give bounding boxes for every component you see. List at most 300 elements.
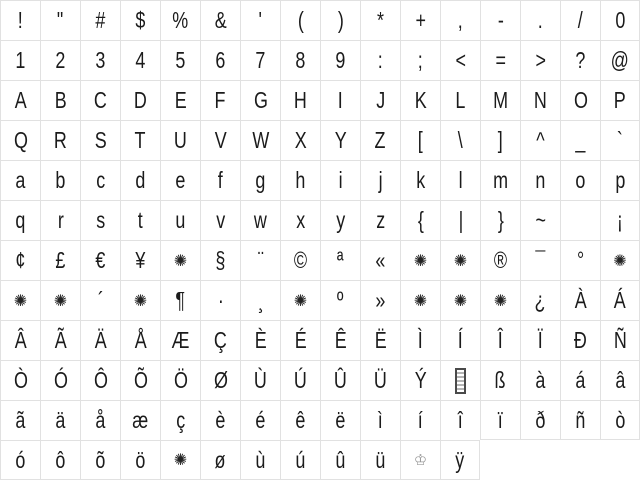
glyph-cell[interactable] [80,40,120,80]
glyph: 9 [335,47,346,73]
glyph-cell[interactable] [160,320,200,360]
glyph-cell[interactable] [160,40,200,80]
glyph-cell[interactable] [400,120,440,160]
glyph-cell[interactable] [400,360,440,400]
glyph-cell[interactable] [560,80,600,120]
glyph-cell[interactable] [120,120,160,160]
glyph: Û [334,367,347,393]
glyph-cell[interactable] [480,280,520,320]
glyph-cell[interactable] [0,40,40,80]
glyph: F [215,87,226,113]
glyph-cell[interactable] [560,160,600,200]
glyph-cell[interactable] [400,400,440,440]
glyph-cell[interactable] [200,440,240,480]
glyph-cell[interactable] [440,240,480,280]
glyph-cell[interactable] [600,280,640,320]
glyph: Ô [93,367,108,393]
missing-glyph-star-icon: ✺ [13,290,28,310]
glyph-cell[interactable] [320,240,360,280]
glyph-cell[interactable] [520,0,560,40]
glyph-cell[interactable] [360,280,400,320]
notdef-box-icon [455,368,466,394]
glyph-cell[interactable] [320,160,360,200]
glyph-cell[interactable] [80,280,120,320]
glyph-cell[interactable] [600,400,640,440]
glyph-cell[interactable] [240,0,280,40]
glyph: b [55,167,66,193]
glyph: Ø [213,367,228,393]
glyph: Ê [334,327,347,353]
glyph-cell[interactable] [40,440,80,480]
glyph-cell[interactable] [0,280,40,320]
glyph: v [216,207,225,233]
glyph: e [175,167,186,193]
glyph: A [14,87,27,113]
glyph-cell[interactable] [160,160,200,200]
glyph-cell[interactable] [440,400,480,440]
glyph-cell[interactable] [0,360,40,400]
glyph: ê [295,407,306,433]
glyph-cell[interactable] [360,40,400,80]
glyph-cell[interactable] [560,200,600,240]
glyph-cell[interactable] [360,80,400,120]
glyph-cell[interactable] [0,440,40,480]
glyph: ¯ [535,247,546,273]
glyph-cell[interactable] [240,40,280,80]
glyph-cell[interactable] [120,80,160,120]
glyph-cell[interactable] [400,160,440,200]
glyph-cell[interactable] [200,40,240,80]
glyph-cell[interactable] [320,320,360,360]
glyph: Ï [537,327,543,353]
glyph-cell[interactable] [200,160,240,200]
glyph-cell[interactable] [440,360,480,400]
glyph-cell[interactable] [0,200,40,240]
glyph-cell[interactable] [240,80,280,120]
glyph-cell[interactable] [560,360,600,400]
glyph: 0 [615,7,625,33]
glyph-cell[interactable] [560,320,600,360]
glyph: V [214,127,227,153]
glyph: q [15,207,26,233]
glyph-cell[interactable] [280,160,320,200]
glyph-cell[interactable] [120,320,160,360]
glyph-cell[interactable] [0,160,40,200]
glyph-cell[interactable] [200,80,240,120]
glyph-cell[interactable] [80,0,120,40]
glyph: é [255,407,266,433]
glyph-cell[interactable] [160,400,200,440]
glyph: ^ [536,127,545,153]
glyph-cell[interactable] [120,400,160,440]
glyph-cell[interactable] [400,240,440,280]
glyph-cell[interactable] [400,200,440,240]
glyph: 8 [295,47,306,73]
glyph: Æ [171,327,190,353]
glyph-cell[interactable] [160,240,200,280]
glyph-cell[interactable] [440,120,480,160]
glyph-cell[interactable] [240,120,280,160]
glyph-cell[interactable] [600,120,640,160]
glyph-cell[interactable] [120,240,160,280]
glyph: k [416,167,425,193]
glyph-cell[interactable] [280,240,320,280]
glyph-cell[interactable] [280,120,320,160]
glyph: 1 [15,47,26,73]
glyph: ù [255,446,266,473]
glyph-cell[interactable] [200,280,240,320]
glyph: P [614,87,626,113]
glyph: m [493,167,508,193]
glyph-cell[interactable] [520,280,560,320]
glyph-cell[interactable] [600,0,640,40]
glyph: Y [334,127,347,153]
glyph-cell[interactable] [400,440,440,480]
glyph-cell[interactable] [120,360,160,400]
glyph-cell[interactable] [160,80,200,120]
glyph-cell[interactable] [320,120,360,160]
glyph-cell[interactable] [40,320,80,360]
glyph-cell[interactable] [600,320,640,360]
glyph-cell[interactable] [480,0,520,40]
glyph: E [174,87,187,113]
glyph-cell[interactable] [120,440,160,480]
glyph: i [338,167,343,193]
glyph-cell[interactable] [600,200,640,240]
glyph: U [174,127,187,153]
glyph: D [134,87,147,113]
glyph-cell[interactable] [520,160,560,200]
glyph-cell[interactable] [200,0,240,40]
glyph: B [54,87,67,113]
glyph: N [534,87,547,113]
glyph: § [215,247,226,273]
glyph-cell[interactable] [520,120,560,160]
glyph-cell[interactable] [320,80,360,120]
glyph: R [54,127,67,153]
glyph-cell[interactable] [560,280,600,320]
glyph-cell[interactable] [40,280,80,320]
glyph-cell[interactable] [480,240,520,280]
glyph: Ù [254,367,267,393]
missing-glyph-star-icon: ✺ [453,250,468,270]
glyph: : [377,47,383,73]
glyph-cell[interactable] [120,280,160,320]
glyph-cell[interactable] [320,360,360,400]
glyph-cell[interactable] [40,80,80,120]
glyph: Ä [94,327,107,353]
glyph: ç [176,407,185,433]
missing-glyph-star-icon: ✺ [413,250,428,270]
glyph: . [537,7,543,33]
glyph-cell[interactable] [600,160,640,200]
glyph: > [535,47,546,73]
glyph: ó [15,446,26,473]
glyph-cell[interactable] [160,280,200,320]
glyph: 6 [215,47,226,73]
glyph-cell[interactable] [440,80,480,120]
glyph: 3 [95,47,106,73]
glyph: % [172,7,189,33]
glyph: £ [55,247,66,273]
glyph-cell[interactable] [480,160,520,200]
glyph-cell[interactable] [480,360,520,400]
glyph: ¶ [175,287,186,313]
glyph: á [575,367,586,393]
glyph: ë [335,407,346,433]
missing-glyph-star-icon: ✺ [173,450,188,469]
glyph-cell[interactable] [440,280,480,320]
glyph: ª [337,247,344,273]
glyph-cell[interactable] [440,320,480,360]
glyph-cell[interactable] [0,240,40,280]
glyph: \ [457,127,463,153]
glyph-cell[interactable] [520,240,560,280]
glyph: ì [377,407,383,433]
glyph: ( [297,7,304,33]
glyph-cell[interactable] [200,320,240,360]
glyph-cell[interactable] [560,240,600,280]
glyph-cell[interactable] [0,0,40,40]
glyph-cell[interactable] [280,320,320,360]
glyph-cell[interactable] [240,240,280,280]
glyph-cell[interactable] [80,440,120,480]
glyph-cell[interactable] [200,120,240,160]
glyph-cell[interactable] [400,40,440,80]
glyph-cell[interactable] [400,0,440,40]
glyph-cell[interactable] [320,0,360,40]
glyph: ñ [575,406,586,433]
glyph-cell[interactable] [0,320,40,360]
glyph: W [252,127,269,153]
glyph-cell[interactable] [440,160,480,200]
glyph-cell[interactable] [200,240,240,280]
glyph: Ç [214,327,227,353]
glyph-cell[interactable] [200,200,240,240]
missing-glyph-star-icon: ✺ [293,290,308,310]
glyph-cell[interactable] [120,0,160,40]
glyph: è [215,407,226,433]
glyph-cell[interactable] [280,280,320,320]
glyph: 7 [255,47,266,73]
glyph-cell[interactable] [160,360,200,400]
glyph: Z [375,127,386,153]
glyph: â [615,367,625,393]
glyph-cell[interactable] [480,320,520,360]
glyph: » [375,287,386,313]
glyph-cell[interactable] [280,80,320,120]
glyph-cell[interactable] [520,40,560,80]
glyph: L [455,87,466,113]
glyph: Ë [374,327,387,353]
glyph-cell[interactable] [600,360,640,400]
glyph-cell[interactable] [440,0,480,40]
glyph-cell[interactable] [360,240,400,280]
glyph: ~ [535,207,546,233]
glyph: ¥ [135,247,146,273]
glyph: l [458,167,463,193]
glyph-cell[interactable] [120,40,160,80]
glyph-cell[interactable] [560,0,600,40]
glyph-cell[interactable] [520,320,560,360]
glyph: d [135,167,146,193]
glyph: p [615,167,625,193]
glyph: J [376,87,385,113]
glyph: ' [258,7,263,33]
glyph-cell[interactable] [240,320,280,360]
glyph: Ð [574,327,587,353]
glyph-cell[interactable] [360,160,400,200]
glyph-cell[interactable] [80,240,120,280]
missing-glyph-star-icon: ✺ [613,250,627,270]
glyph-cell[interactable] [0,400,40,440]
glyph: ? [575,47,586,73]
glyph-cell[interactable] [360,320,400,360]
glyph-cell[interactable] [320,400,360,440]
glyph-cell[interactable] [480,400,520,440]
glyph-cell[interactable] [360,360,400,400]
glyph-cell[interactable] [200,360,240,400]
glyph-cell[interactable] [80,160,120,200]
glyph-cell[interactable] [240,280,280,320]
glyph-cell[interactable] [80,120,120,160]
glyph-cell[interactable] [280,360,320,400]
glyph: { [417,207,424,233]
glyph-cell[interactable] [560,120,600,160]
glyph-cell[interactable] [0,120,40,160]
glyph-cell[interactable] [320,280,360,320]
glyph-cell[interactable] [160,0,200,40]
glyph: Ú [294,367,307,393]
glyph-cell[interactable] [80,200,120,240]
glyph-cell[interactable] [0,80,40,120]
glyph-cell[interactable] [480,80,520,120]
glyph-cell[interactable] [400,320,440,360]
glyph-cell[interactable] [160,200,200,240]
glyph-cell[interactable] [280,440,320,480]
glyph: ) [337,7,344,33]
glyph-cell[interactable] [320,440,360,480]
glyph: j [378,167,383,193]
glyph-cell[interactable] [240,200,280,240]
glyph-cell[interactable] [360,440,400,480]
glyph-cell[interactable] [280,0,320,40]
glyph-cell[interactable] [40,40,80,80]
glyph-cell[interactable] [360,0,400,40]
glyph: I [337,87,343,113]
glyph-cell[interactable] [240,440,280,480]
glyph-cell[interactable] [40,160,80,200]
glyph: = [495,47,506,73]
glyph-cell[interactable] [200,400,240,440]
glyph: ¨ [257,247,264,273]
glyph-cell[interactable] [40,360,80,400]
glyph-cell[interactable] [400,80,440,120]
glyph-cell[interactable] [320,40,360,80]
glyph: û [335,446,346,473]
glyph-cell[interactable] [40,0,80,40]
glyph: à [535,367,546,393]
missing-glyph-star-icon: ✺ [53,290,68,310]
glyph-cell[interactable] [600,240,640,280]
glyph: - [497,7,504,33]
glyph: « [375,247,386,273]
glyph-cell[interactable] [80,400,120,440]
glyph-cell[interactable] [40,400,80,440]
glyph-cell[interactable] [600,80,640,120]
glyph-cell[interactable] [440,200,480,240]
glyph: o [575,167,586,193]
glyph-cell[interactable] [520,400,560,440]
glyph: Ó [53,367,68,393]
glyph: Ü [374,367,387,393]
glyph-cell[interactable] [160,440,200,480]
glyph: ú [295,446,306,473]
glyph-cell[interactable] [440,440,480,480]
glyph-cell[interactable] [240,160,280,200]
glyph: w [254,207,267,233]
glyph: & [214,7,227,33]
glyph-cell[interactable] [480,40,520,80]
glyph-cell[interactable] [120,200,160,240]
glyph-cell[interactable] [40,120,80,160]
glyph: u [175,207,186,233]
glyph-cell[interactable] [400,280,440,320]
glyph: ® [493,247,508,273]
glyph: Ö [173,367,188,393]
glyph-cell[interactable] [80,320,120,360]
glyph-cell[interactable] [600,40,640,80]
glyph-cell[interactable] [280,400,320,440]
glyph: Ì [417,327,423,353]
glyph-cell[interactable] [480,200,520,240]
glyph: c [96,167,105,193]
missing-glyph-star-icon: ✺ [453,290,468,310]
glyph-cell[interactable] [520,360,560,400]
glyph-cell[interactable] [40,200,80,240]
glyph: î [457,407,463,433]
glyph-cell[interactable] [280,40,320,80]
glyph-cell[interactable] [360,400,400,440]
glyph: ´ [97,287,104,313]
glyph: ô [55,446,66,473]
glyph: Õ [133,367,148,393]
glyph-cell[interactable] [360,120,400,160]
glyph: ° [576,247,585,273]
glyph-cell[interactable] [360,200,400,240]
glyph-cell[interactable] [560,400,600,440]
glyph-cell[interactable] [80,360,120,400]
glyph-cell[interactable] [560,40,600,80]
glyph-cell[interactable] [240,400,280,440]
glyph: Ý [414,367,427,393]
glyph-cell[interactable] [320,200,360,240]
glyph-cell[interactable] [480,120,520,160]
glyph-cell[interactable] [160,120,200,160]
glyph-cell[interactable] [440,40,480,80]
glyph-cell[interactable] [40,240,80,280]
glyph-cell[interactable] [120,160,160,200]
glyph: Ò [13,367,28,393]
glyph: È [254,327,267,353]
missing-glyph-star-icon: ✺ [133,290,148,310]
glyph: X [294,127,307,153]
glyph-cell[interactable] [240,360,280,400]
glyph-cell[interactable] [280,200,320,240]
glyph-cell[interactable] [520,200,560,240]
glyph-cell[interactable] [520,80,560,120]
glyph-cell[interactable] [80,80,120,120]
